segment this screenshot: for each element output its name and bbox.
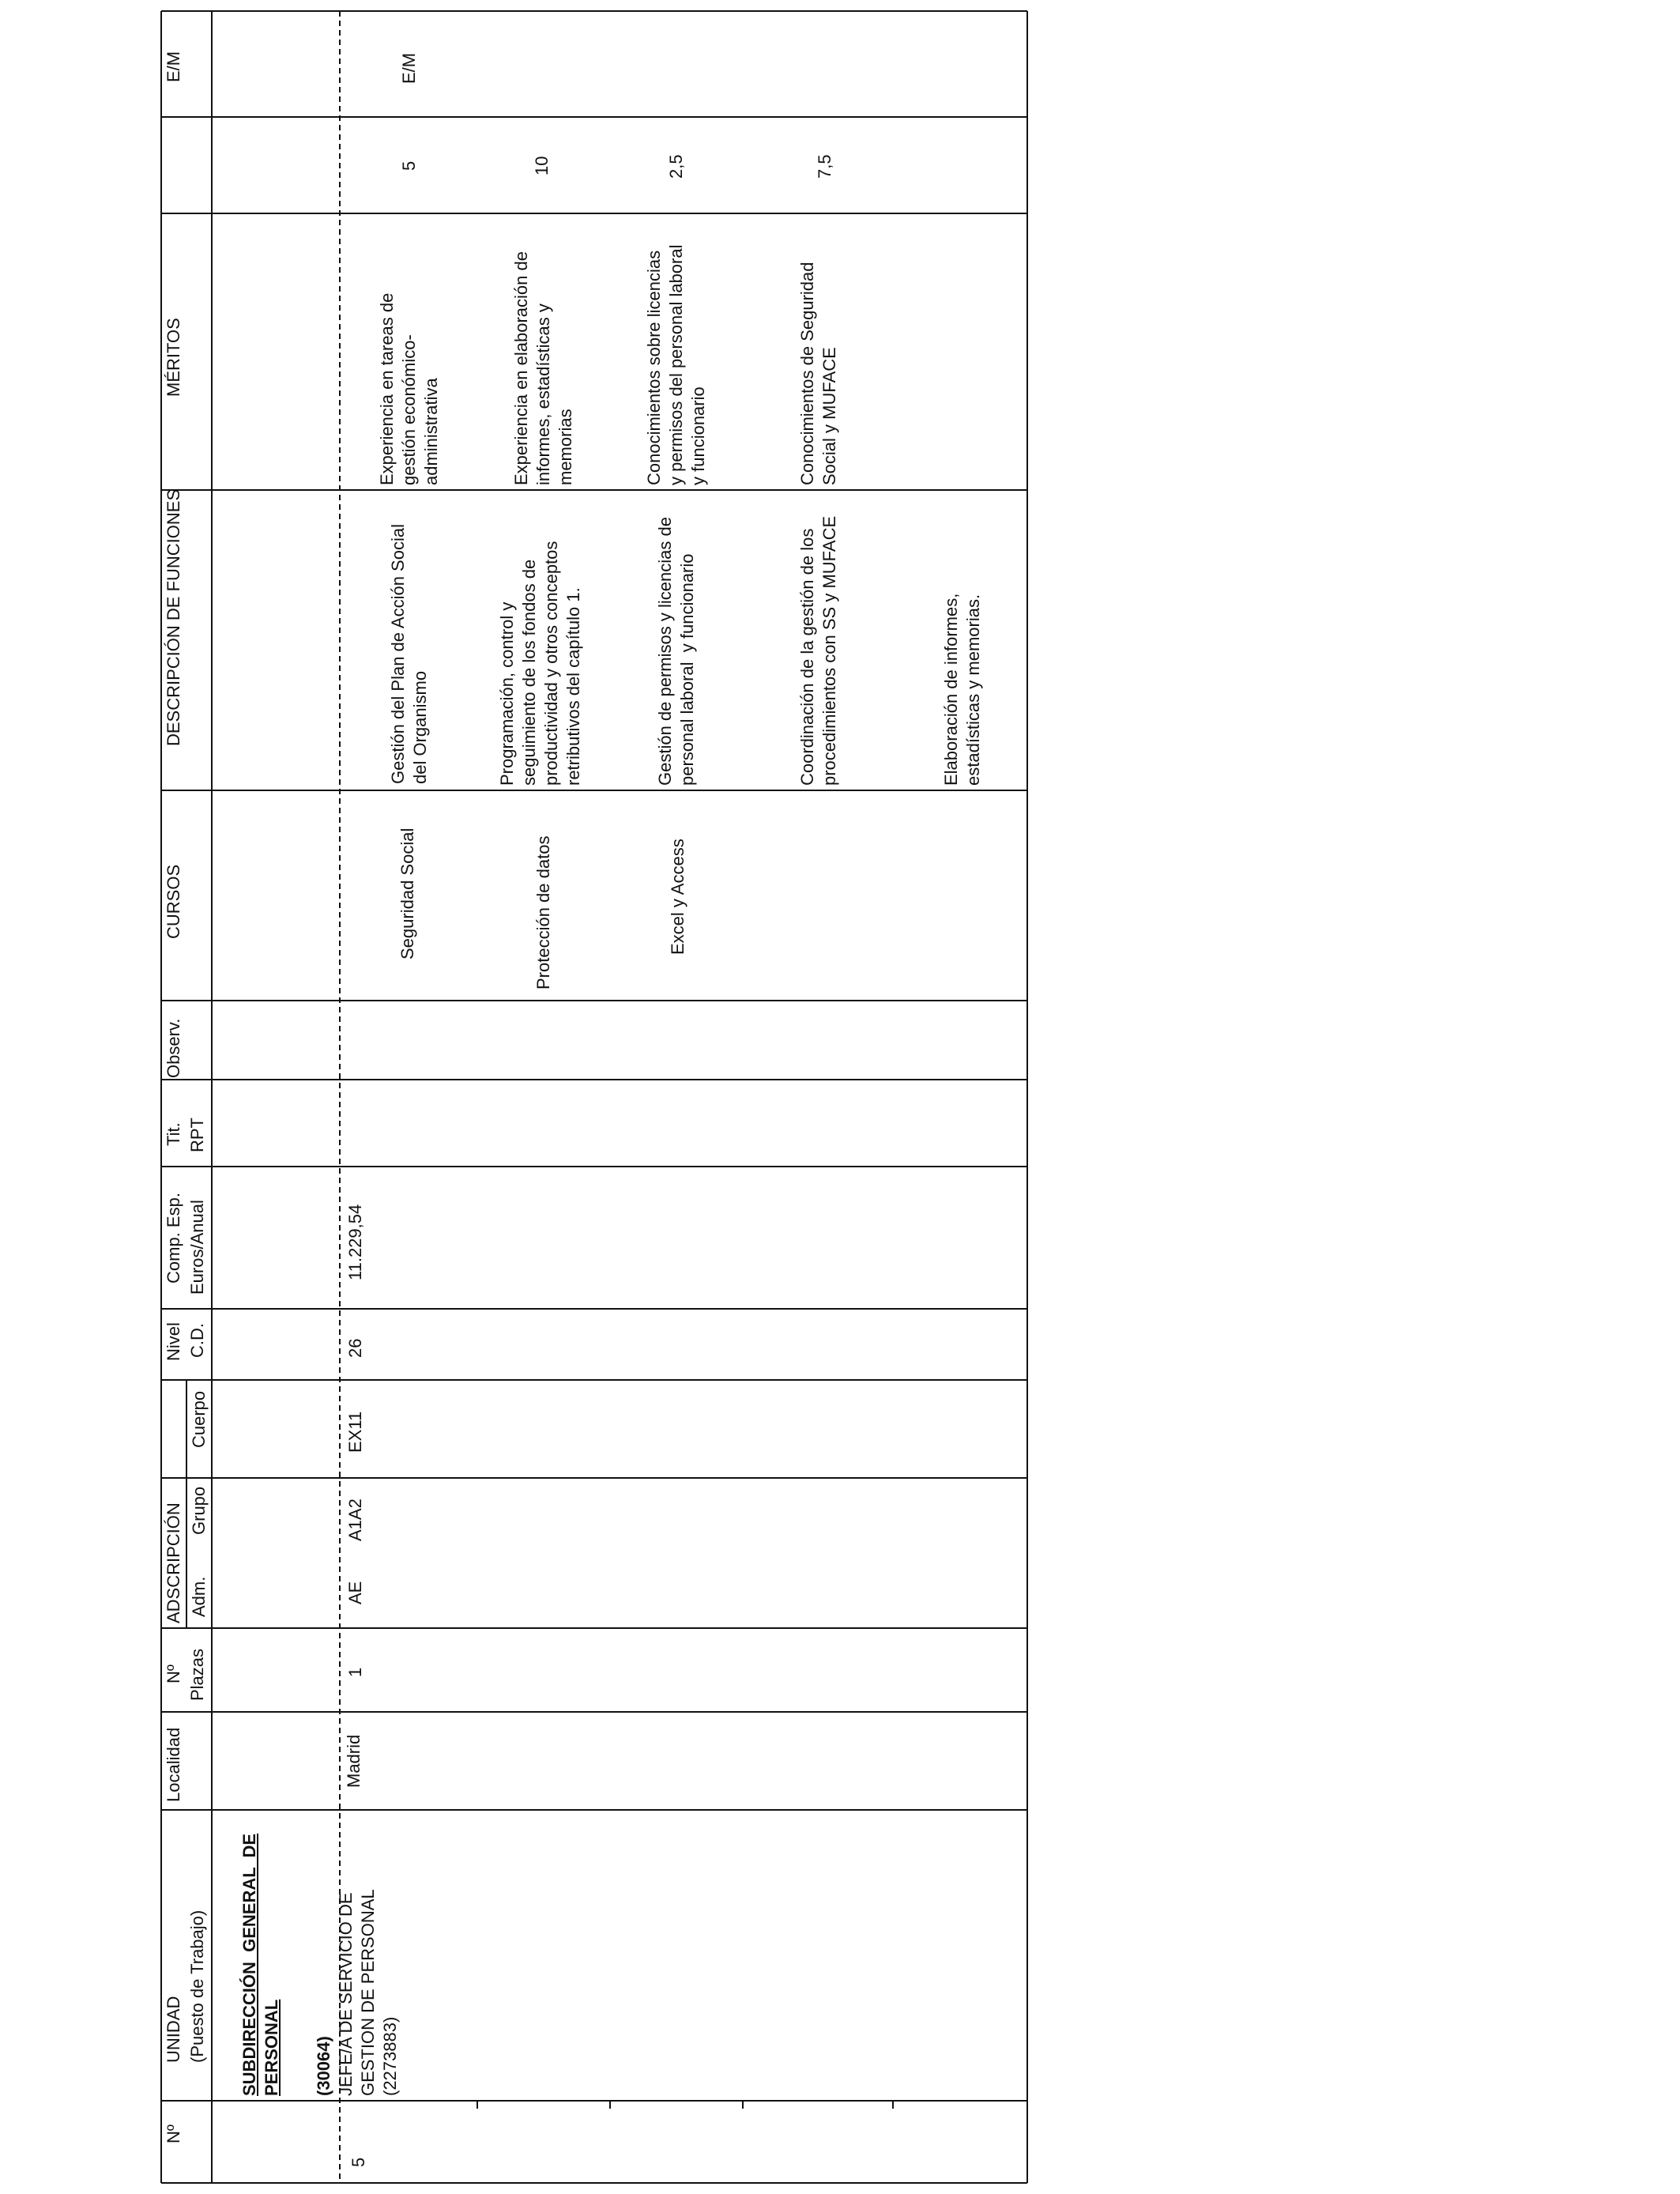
curso-item: Seguridad Social bbox=[397, 827, 417, 959]
funcion-line: Coordinación de la gestión de los bbox=[797, 528, 817, 786]
merito-line: y permisos del personal laboral bbox=[666, 244, 686, 485]
unit-title-line1: SUBDIRECCIÓN GENERAL DE bbox=[239, 1833, 259, 2096]
funcion-line: Gestión del Plan de Acción Social bbox=[388, 524, 408, 784]
header-cuerpo: Cuerpo bbox=[189, 1390, 209, 1448]
row-localidad: Madrid bbox=[344, 1734, 363, 1788]
header-plazas: Plazas bbox=[187, 1648, 207, 1701]
row-plazas: 1 bbox=[345, 1667, 365, 1677]
header-num: Nº bbox=[164, 2124, 183, 2143]
header-descripcion: DESCRIPCIÓN DE FUNCIONES bbox=[164, 488, 183, 746]
funcion-line: Programación, control y bbox=[497, 601, 517, 786]
merito-line: y funcionario bbox=[688, 386, 708, 485]
funcion-line: personal laboral y funcionario bbox=[677, 553, 697, 786]
header-adscripcion: ADSCRIPCIÓN bbox=[164, 1502, 183, 1623]
funcion-line: Gestión de permisos y licencias de bbox=[655, 517, 675, 786]
puntos-value: 7,5 bbox=[815, 154, 834, 179]
row-adm: AE bbox=[345, 1581, 365, 1604]
funcion-line: productividad y otros conceptos bbox=[541, 541, 561, 786]
header-euros-anual: Euros/Anual bbox=[187, 1200, 207, 1295]
merito-line: administrativa bbox=[421, 378, 441, 485]
puntos-value: 5 bbox=[399, 160, 419, 171]
funcion-line: estadísticas y memorias. bbox=[963, 594, 983, 786]
header-cd: C.D. bbox=[187, 1323, 207, 1358]
header-grupo: Grupo bbox=[189, 1486, 209, 1535]
header-nivel: Nivel bbox=[164, 1322, 183, 1361]
funcion-line: retributivos del capítulo 1. bbox=[563, 587, 583, 786]
header-tit: Tit. bbox=[164, 1122, 183, 1146]
puntos-value: 2,5 bbox=[666, 154, 686, 179]
funcion-line: Elaboración de informes, bbox=[941, 593, 961, 786]
merito-line: Experiencia en tareas de bbox=[377, 292, 397, 485]
curso-item: Protección de datos bbox=[533, 835, 553, 990]
funcion-line: procedimientos con SS y MUFACE bbox=[819, 515, 839, 786]
row-nivel: 26 bbox=[345, 1338, 365, 1358]
merito-line: gestión económico- bbox=[399, 334, 419, 485]
funcion-line: del Organismo bbox=[410, 670, 430, 784]
merito-line: memorias bbox=[556, 409, 575, 485]
header-observ: Observ. bbox=[164, 1018, 183, 1078]
merito-line: Conocimientos de Seguridad bbox=[797, 262, 817, 485]
header-meritos: MÉRITOS bbox=[164, 318, 183, 397]
row-puesto-l1: JEFE/A DE SERVICIO DE bbox=[336, 1892, 356, 2096]
funcion-line: seguimiento de los fondos de bbox=[519, 559, 539, 786]
merito-line: Experiencia en elaboración de bbox=[511, 251, 531, 485]
puntos-value: 10 bbox=[532, 156, 552, 175]
row-em: E/M bbox=[399, 52, 419, 84]
header-rpt: RPT bbox=[187, 1118, 207, 1152]
row-comp: 11.229,54 bbox=[345, 1204, 365, 1280]
header-adm: Adm. bbox=[189, 1576, 209, 1617]
header-localidad: Localidad bbox=[164, 1727, 183, 1802]
header-puesto: (Puesto de Trabajo) bbox=[187, 1909, 207, 2063]
header-unidad: UNIDAD bbox=[164, 1996, 183, 2063]
header-comp-esp: Comp. Esp. bbox=[164, 1193, 183, 1284]
merito-line: Conocimientos sobre licencias bbox=[644, 250, 664, 485]
header-em: E/M bbox=[164, 51, 183, 82]
header-plazas-num: Nº bbox=[164, 1664, 183, 1683]
row-grupo: A1A2 bbox=[345, 1498, 365, 1541]
row-puesto-l2: GESTION DE PERSONAL bbox=[358, 1889, 378, 2096]
row-cuerpo: EX11 bbox=[345, 1411, 365, 1453]
curso-item: Excel y Access bbox=[668, 839, 687, 955]
row-puesto-l3: (2273883) bbox=[380, 2016, 400, 2096]
merito-line: Social y MUFACE bbox=[819, 347, 839, 485]
row-num: 5 bbox=[348, 2157, 368, 2167]
row-code: (30064) bbox=[314, 2036, 333, 2096]
header-cursos: CURSOS bbox=[164, 864, 183, 939]
unit-title-line2: PERSONAL bbox=[262, 1999, 281, 2096]
merito-line: informes, estadísticas y bbox=[533, 303, 553, 485]
